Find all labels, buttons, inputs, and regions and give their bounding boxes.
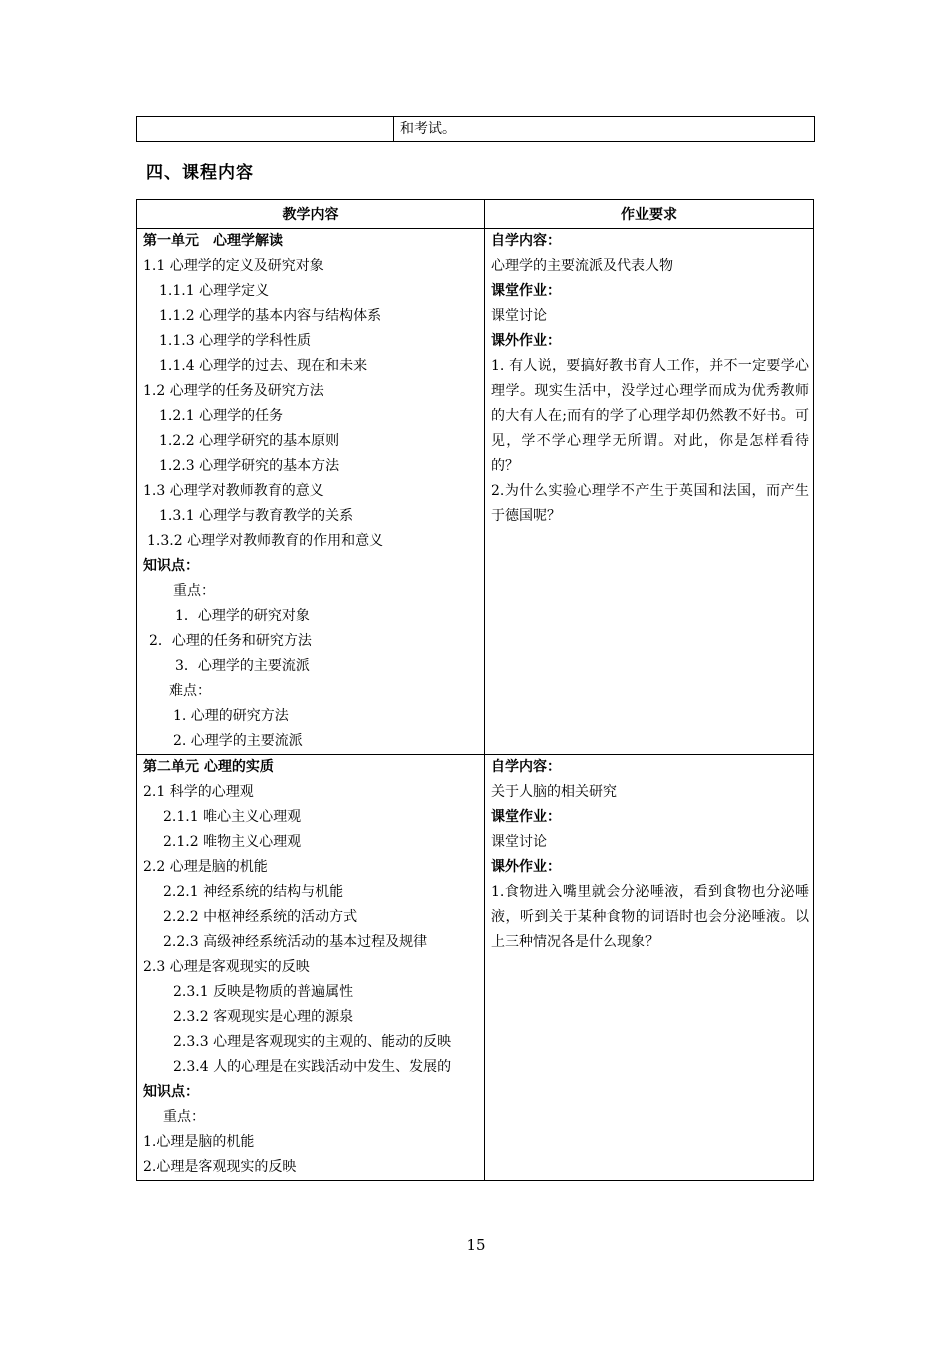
self-study-label: 自学内容：: [491, 233, 561, 249]
list-item: 1.2.1 心理学的任务: [159, 408, 284, 424]
column-header-homework: 作业要求: [485, 200, 814, 229]
list-item: 1.3.1 心理学与教育教学的关系: [159, 508, 354, 524]
difficult-point: 1. 心理的研究方法: [173, 708, 289, 724]
key-point: 1．心理学的研究对象: [175, 608, 310, 624]
list-item: 1.2.2 心理学研究的基本原则: [159, 433, 340, 449]
outside-work-text: 1.食物进入嘴里就会分泌唾液，看到食物也分泌唾液，听到关于某种食物的词语时也会分泌唾液。以上三种情况各是什么现象？: [491, 884, 809, 950]
list-item: 2.2.1 神经系统的结构与机能: [163, 884, 344, 900]
course-content-table: [136, 199, 814, 1181]
list-item: 2.3.2 客观现实是心理的源泉: [173, 1009, 354, 1025]
unit2-title: 第二单元 心理的实质: [143, 759, 274, 775]
class-work-text: 课堂讨论: [491, 308, 547, 324]
key-point: 3．心理学的主要流派: [175, 658, 310, 674]
list-item: 1.3 心理学对教师教育的意义: [143, 483, 324, 499]
list-item: 1.1.4 心理学的过去、现在和未来: [159, 358, 368, 374]
self-study-text: 关于人脑的相关研究: [491, 784, 617, 800]
unit1-content-cell: [137, 229, 485, 755]
difficult-label: 难点：: [169, 683, 211, 699]
knowledge-label: 知识点：: [143, 558, 199, 574]
section-title: 四、课程内容: [146, 163, 254, 183]
key-label: 重点：: [173, 583, 215, 599]
unit2-content-cell: [137, 755, 485, 1181]
list-item: 2.1 科学的心理观: [143, 784, 254, 800]
list-item: 1.1 心理学的定义及研究对象: [143, 258, 324, 274]
list-item: 1.1.3 心理学的学科性质: [159, 333, 312, 349]
list-item: 1.2.3 心理学研究的基本方法: [159, 458, 340, 474]
list-item: 2.2.2 中枢神经系统的活动方式: [163, 909, 358, 925]
table-row-unit2: [137, 755, 814, 1181]
column-header-teaching-content: 教学内容: [137, 200, 485, 229]
self-study-label: 自学内容：: [491, 759, 561, 775]
knowledge-label: 知识点：: [143, 1084, 199, 1100]
table-header-row: [137, 200, 814, 229]
list-item: 2.1.2 唯物主义心理观: [163, 834, 302, 850]
key-point: 2．心理的任务和研究方法: [149, 633, 312, 649]
table-cell: 和考试。: [394, 117, 815, 142]
outside-work-label: 课外作业：: [491, 859, 561, 875]
table-row: [137, 117, 815, 142]
class-work-label: 课堂作业：: [491, 283, 561, 299]
top-table: [136, 116, 815, 142]
class-work-text: 课堂讨论: [491, 834, 547, 850]
unit1-homework-cell: [485, 229, 814, 755]
list-item: 1.2 心理学的任务及研究方法: [143, 383, 324, 399]
difficult-point: 2. 心理学的主要流派: [173, 733, 303, 749]
key-point: 2.心理是客观现实的反映: [143, 1159, 297, 1175]
unit2-homework-cell: [485, 755, 814, 1181]
self-study-text: 心理学的主要流派及代表人物: [491, 258, 673, 274]
key-label: 重点：: [163, 1109, 205, 1125]
page-number: 15: [466, 1236, 486, 1254]
unit1-title: 第一单元 心理学解读: [143, 233, 283, 249]
outside-work-text: 2.为什么实验心理学不产生于英国和法国，而产生于德国呢？: [491, 483, 809, 524]
list-item: 1.3.2 心理学对教师教育的作用和意义: [147, 533, 384, 549]
outside-work-label: 课外作业：: [491, 333, 561, 349]
table-cell-empty: [137, 117, 394, 142]
list-item: 2.2.3 高级神经系统活动的基本过程及规律: [163, 934, 428, 950]
list-item: 1.1.2 心理学的基本内容与结构体系: [159, 308, 382, 324]
list-item: 2.2 心理是脑的机能: [143, 859, 268, 875]
list-item: 2.1.1 唯心主义心理观: [163, 809, 302, 825]
table-row-unit1: [137, 229, 814, 755]
class-work-label: 课堂作业：: [491, 809, 561, 825]
list-item: 2.3.3 心理是客观现实的主观的、能动的反映: [173, 1034, 452, 1050]
list-item: 2.3 心理是客观现实的反映: [143, 959, 310, 975]
key-point: 1.心理是脑的机能: [143, 1134, 255, 1150]
outside-work-text: 1. 有人说，要搞好教书育人工作，并不一定要学心理学。现实生活中，没学过心理学而成为优秀教师的大有人在;而有的学了心理学却仍然教不好书。可见，学不学心理学无所谓。对此，你是怎样看待的？: [491, 358, 809, 474]
list-item: 2.3.1 反映是物质的普遍属性: [173, 984, 354, 1000]
list-item: 1.1.1 心理学定义: [159, 283, 270, 299]
list-item: 2.3.4 人的心理是在实践活动中发生、发展的: [173, 1059, 452, 1075]
